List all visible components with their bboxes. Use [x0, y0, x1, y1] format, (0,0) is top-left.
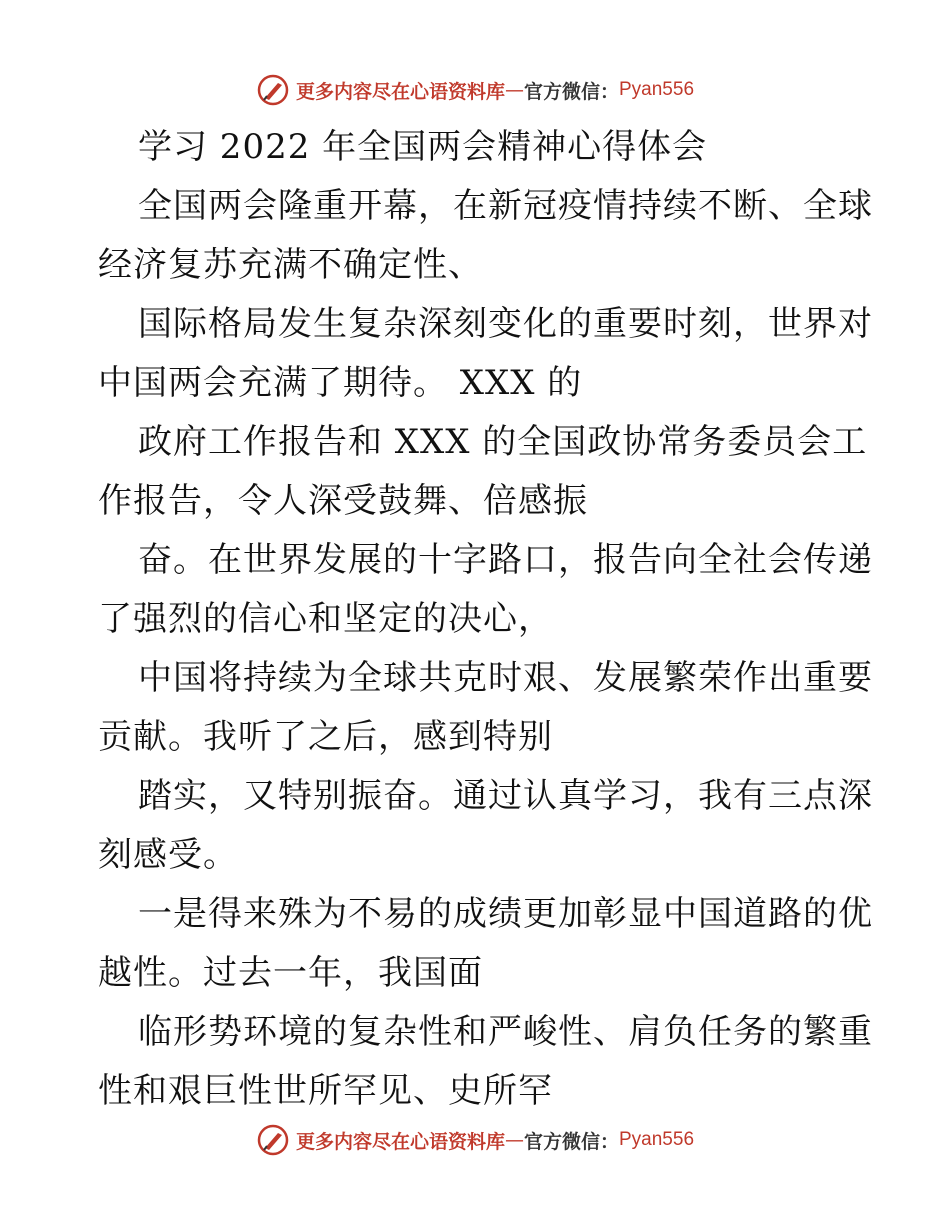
paragraph-line: 了强烈的信心和坚定的决心，: [98, 599, 553, 639]
watermark-label: 官方微信：: [523, 1130, 619, 1153]
watermark-label: 官方微信：: [523, 80, 619, 103]
watermark-separator: —: [504, 79, 524, 101]
quill-circle-icon: [256, 1123, 290, 1157]
paragraph-line: 贡献。我听了之后，感到特别: [98, 717, 553, 757]
paragraph-line: 刻感受。: [98, 835, 238, 875]
paragraph-line: 中国两会充满了期待。 XXX 的: [98, 363, 583, 403]
paragraph-line: 国际格局发生复杂深刻变化的重要时刻，世界对: [138, 304, 873, 344]
paragraph-line: 经济复苏充满不确定性、: [98, 245, 483, 285]
paragraph-line: 全国两会隆重开幕，在新冠疫情持续不断、全球: [138, 186, 873, 226]
paragraph-line: 中国将持续为全球共克时艰、发展繁荣作出重要: [138, 658, 873, 698]
paragraph-line: 一是得来殊为不易的成绩更加彰显中国道路的优: [138, 894, 873, 934]
paragraph-line: 政府工作报告和 XXX 的全国政协常务委员会工: [138, 422, 868, 462]
paragraph-line: 临形势环境的复杂性和严峻性、肩负任务的繁重: [138, 1012, 873, 1052]
watermark-text: 更多内容尽在心语资料库: [295, 80, 505, 103]
paragraph-line: 越性。过去一年，我国面: [98, 953, 483, 993]
watermark-separator: —: [504, 1129, 524, 1151]
watermark-banner-top: [0, 70, 950, 110]
watermark-handle: Pyan556: [619, 79, 695, 100]
paragraph-line: 踏实，又特别振奋。通过认真学习，我有三点深: [138, 776, 873, 816]
quill-circle-icon: [256, 73, 290, 107]
watermark-text: 更多内容尽在心语资料库: [295, 1130, 505, 1153]
document-title: 学习 2022 年全国两会精神心得体会: [138, 127, 708, 167]
watermark-handle: Pyan556: [619, 1129, 695, 1150]
paragraph-line: 性和艰巨性世所罕见、史所罕: [98, 1071, 553, 1111]
paragraph-line: 奋。在世界发展的十字路口，报告向全社会传递: [138, 540, 873, 580]
paragraph-line: 作报告，令人深受鼓舞、倍感振: [98, 481, 588, 521]
document-body: [98, 118, 873, 1121]
watermark-banner-bottom: [0, 1120, 950, 1160]
